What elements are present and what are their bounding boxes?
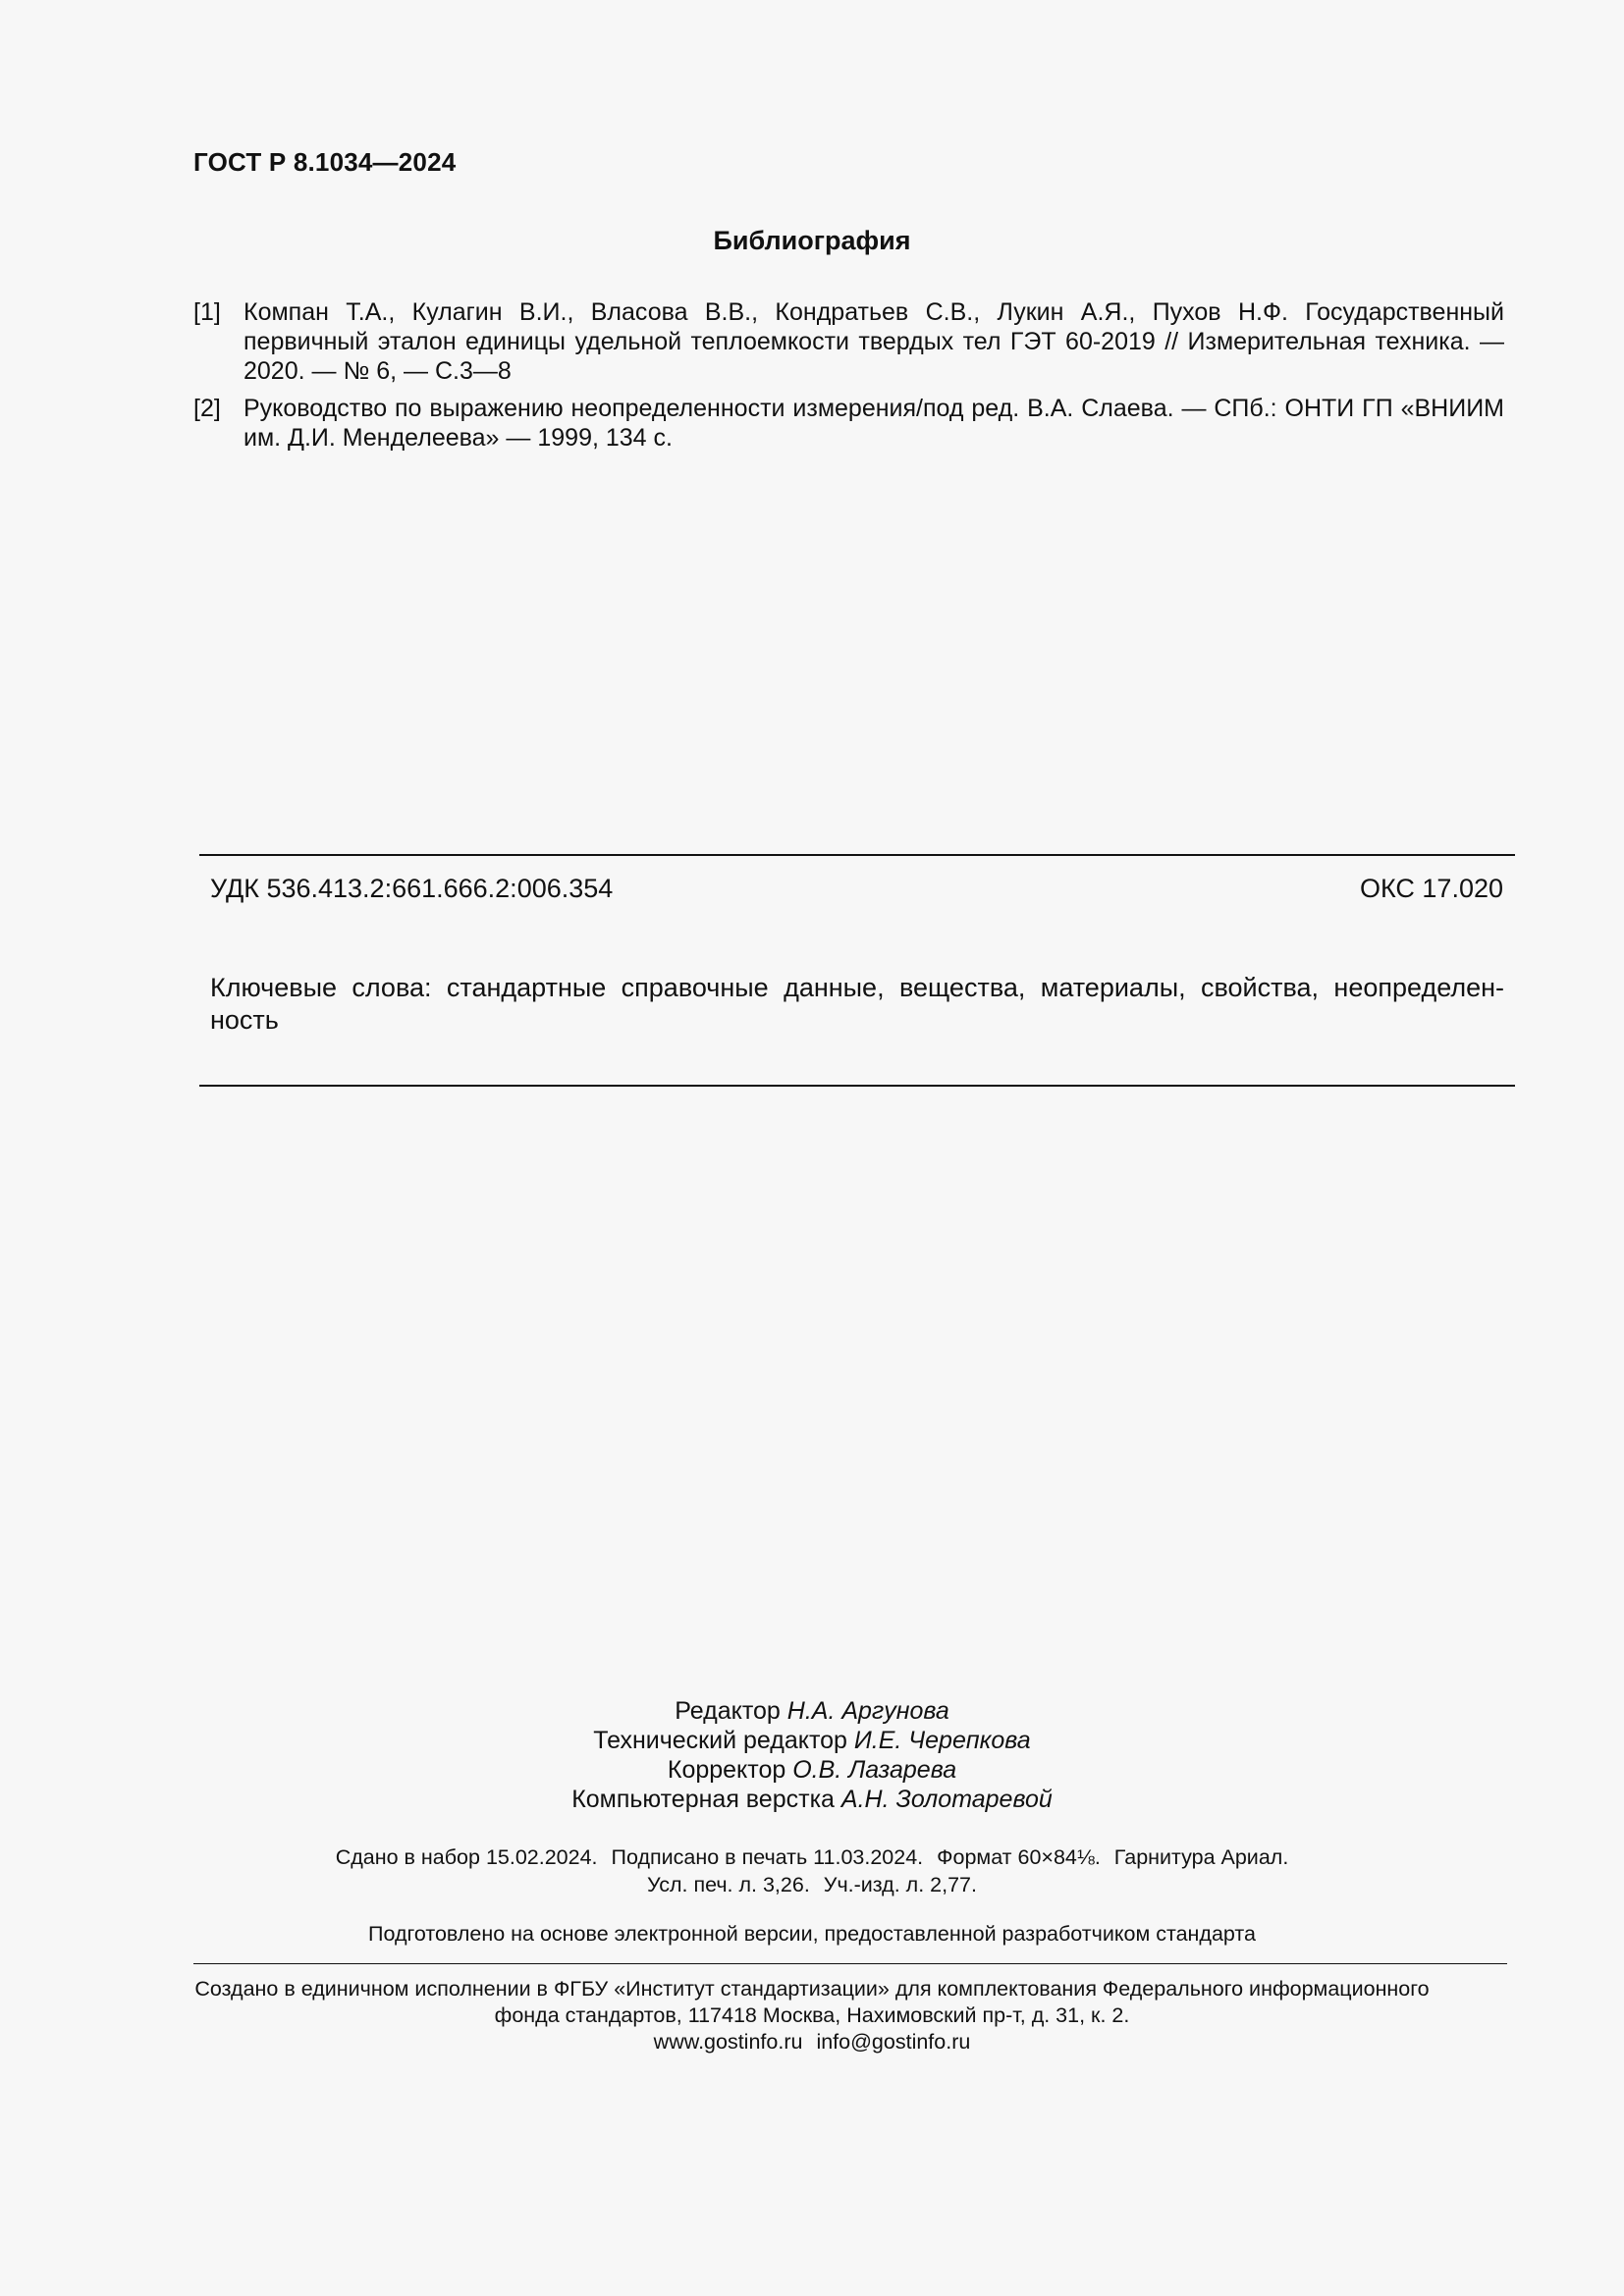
submitted-date: Сдано в набор 15.02.2024. (335, 1845, 598, 1869)
credit-name: О.В. Лазарева (792, 1756, 957, 1784)
bibliography-title: Библиография (713, 226, 911, 255)
website-link[interactable]: www.gostinfo.ru (653, 2030, 803, 2054)
paper-format: Формат 60×84⅛. (937, 1845, 1101, 1869)
credit-line-editor (0, 1696, 1624, 1726)
prepared-note: Подготовлено на основе электронной версии, предоставленной разработчиком стандарта (368, 1922, 1256, 1946)
bibliography-entry (193, 297, 1504, 386)
keywords: Ключевые слова: стандартные справочные данные, вещества, материалы, свойства, неопределен-ность (210, 973, 1504, 1035)
classification-top-rule (199, 854, 1515, 856)
created-note (0, 1976, 1624, 2056)
credit-name: И.Е. Черепкова (853, 1727, 1031, 1754)
credit-name: Н.А. Аргунова (786, 1697, 949, 1725)
bibliography-list (193, 297, 1504, 460)
credit-name: А.Н. Золотаревой (840, 1786, 1053, 1813)
created-note-line-2: фонда стандартов, 117418 Москва, Нахимовский пр-т, д. 31, к. 2. (494, 2003, 1130, 2027)
classification-bottom-rule (199, 1085, 1515, 1087)
created-note-line-1: Создано в единичном исполнении в ФГБУ «Институт стандартизации» для комплектования Федерального информационного (194, 1977, 1430, 2001)
print-info-line-1 (0, 1843, 1624, 1871)
typeface: Гарнитура Ариал. (1113, 1845, 1289, 1869)
print-info (0, 1843, 1624, 1898)
footer-rule (193, 1963, 1507, 1964)
credits-block (0, 1696, 1624, 1814)
signed-date: Подписано в печать 11.03.2024. (611, 1845, 924, 1869)
credit-line-layout (0, 1785, 1624, 1814)
publisher-sheets: Уч.-изд. л. 2,77. (823, 1873, 977, 1896)
credit-line-technical-editor (0, 1726, 1624, 1755)
credit-role: Компьютерная верстка (571, 1786, 835, 1813)
credit-role: Корректор (667, 1756, 786, 1784)
contacts (0, 2029, 1624, 2056)
oks-code: ОКС 17.020 (1359, 874, 1503, 903)
credit-role: Редактор (675, 1697, 781, 1725)
bibliography-entry-number: [2] (193, 395, 221, 422)
bibliography-entry-text: Компан Т.А., Кулагин В.И., Власова В.В., Кондратьев С.В., Лукин А.Я., Пухов Н.Ф. Государственный первичный эталон единицы удельной теплоемкости твердых тел ГЭТ 60-2019 // Измерительная техника. — 2020. — № 6, — С.3—8 (244, 298, 1504, 385)
document-number: ГОСТ Р 8.1034—2024 (193, 147, 457, 177)
print-info-line-2 (0, 1871, 1624, 1898)
bibliography-entry-text: Руководство по выражению неопределенности измерения/под ред. В.А. Слаева. — СПб.: ОНТИ ГП «ВНИИМ им. Д.И. Менделеева» — 1999, 134 с. (244, 395, 1504, 452)
bibliography-entry (193, 394, 1504, 453)
email-link[interactable]: info@gostinfo.ru (816, 2030, 971, 2054)
udk-code: УДК 536.413.2:661.666.2:006.354 (210, 874, 614, 903)
credit-role: Технический редактор (593, 1727, 847, 1754)
bibliography-entry-number: [1] (193, 298, 221, 326)
print-sheets: Усл. печ. л. 3,26. (646, 1873, 810, 1896)
credit-line-proofreader (0, 1755, 1624, 1785)
